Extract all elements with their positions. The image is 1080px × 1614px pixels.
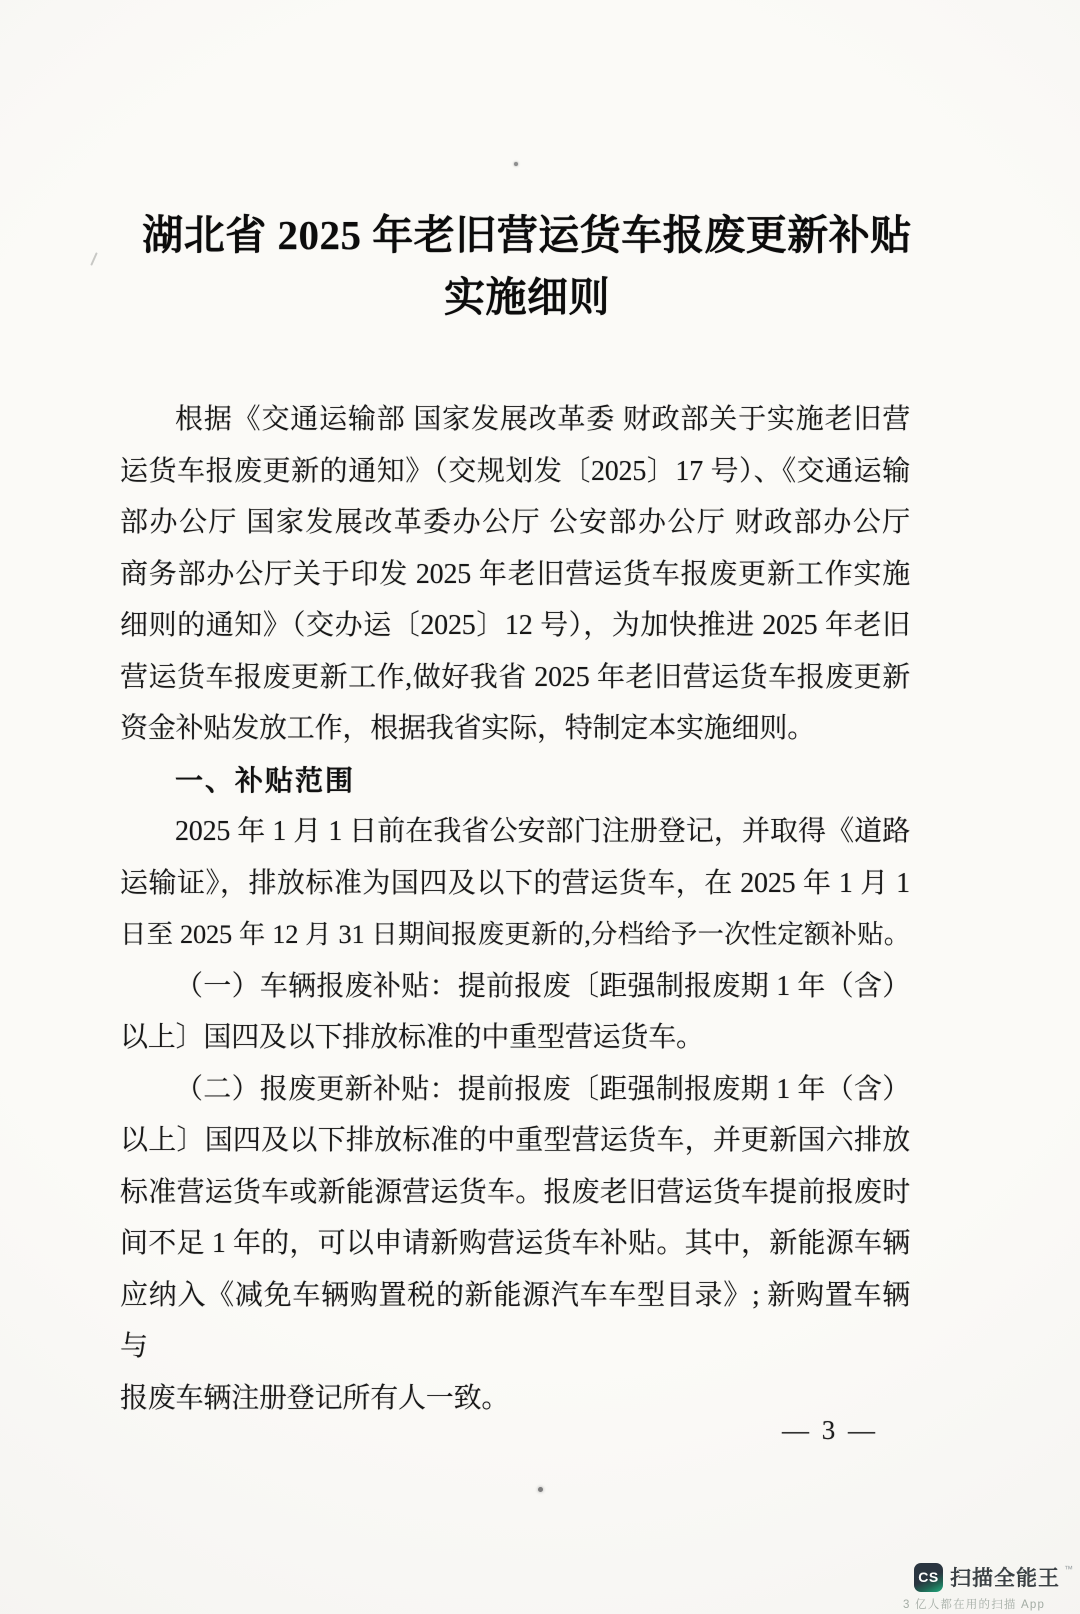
body-line: 以上〕国四及以下排放标准的中重型营运货车，并更新国六排放 [120,1125,910,1156]
page-number: — 3 — [782,1415,878,1445]
body-line: （二）报废更新补贴：提前报废〔距强制报废期 1 年（含） [175,1073,910,1105]
body-line: 商务部办公厅关于印发 2025 年老旧营运货车报废更新工作实施 [120,558,910,590]
body-line: 日至 2025 年 12 月 31 日期间报废更新的,分档给予一次性定额补贴。 [120,919,910,949]
body-line: 运输证》，排放标准为国四及以下的营运货车，在 2025 年 1 月 1 [120,867,910,899]
camscanner-app-name: 扫描全能王 [950,1567,1060,1590]
body-line: 部办公厅 国家发展改革委办公厅 公安部办公厅 财政部办公厅 [120,507,910,538]
body-line: 标准营运货车或新能源营运货车。报废老旧营运货车提前报废时 [120,1176,910,1208]
camscanner-app-icon [914,1563,943,1592]
body-line: 报废车辆注册登记所有人一致。 [120,1382,510,1414]
scan-speckle [538,1487,543,1492]
body-line: 资金补贴发放工作，根据我省实际，特制定本实施细则。 [120,713,816,744]
document-title [0,204,1067,328]
body-line: 间不足 1 年的，可以申请新购营运货车补贴。其中，新能源车辆 [120,1228,910,1259]
document-body [120,394,910,1424]
camscanner-watermark [903,1562,1074,1612]
title-line-2: 实施细则 [444,274,610,320]
body-line: 运货车报废更新的通知》（交规划发〔2025〕17 号）、《交通运输 [120,455,910,487]
camscanner-icon-text: CS [918,1569,939,1585]
camscanner-logo-row [914,1562,1074,1592]
body-line: 2025 年 1 月 1 日前在我省公安部门注册登记，并取得《道路 [175,816,910,847]
body-line: 营运货车报废更新工作,做好我省 2025 年老旧营运货车报废更新 [120,661,910,693]
camscanner-tagline: 3 亿人都在用的扫描 App [903,1599,1046,1611]
body-line: 根据《交通运输部 国家发展改革委 财政部关于实施老旧营 [175,404,910,435]
body-line: 以上〕国四及以下排放标准的中重型营运货车。 [120,1022,704,1053]
trademark-icon: ™ [1064,1564,1073,1574]
scan-speckle [514,162,518,166]
body-line: 应纳入《减免车辆购置税的新能源汽车车型目录》; 新购置车辆与 [120,1279,910,1362]
title-line-1: 湖北省 2025 年老旧营运货车报废更新补贴 [142,212,912,258]
body-line: （一）车辆报废补贴：提前报废〔距强制报废期 1 年（含） [175,970,910,1002]
body-line: 细则的通知》（交办运〔2025〕12 号），为加快推进 2025 年老旧 [120,610,910,641]
section-heading: 一、补贴范围 [175,764,356,796]
